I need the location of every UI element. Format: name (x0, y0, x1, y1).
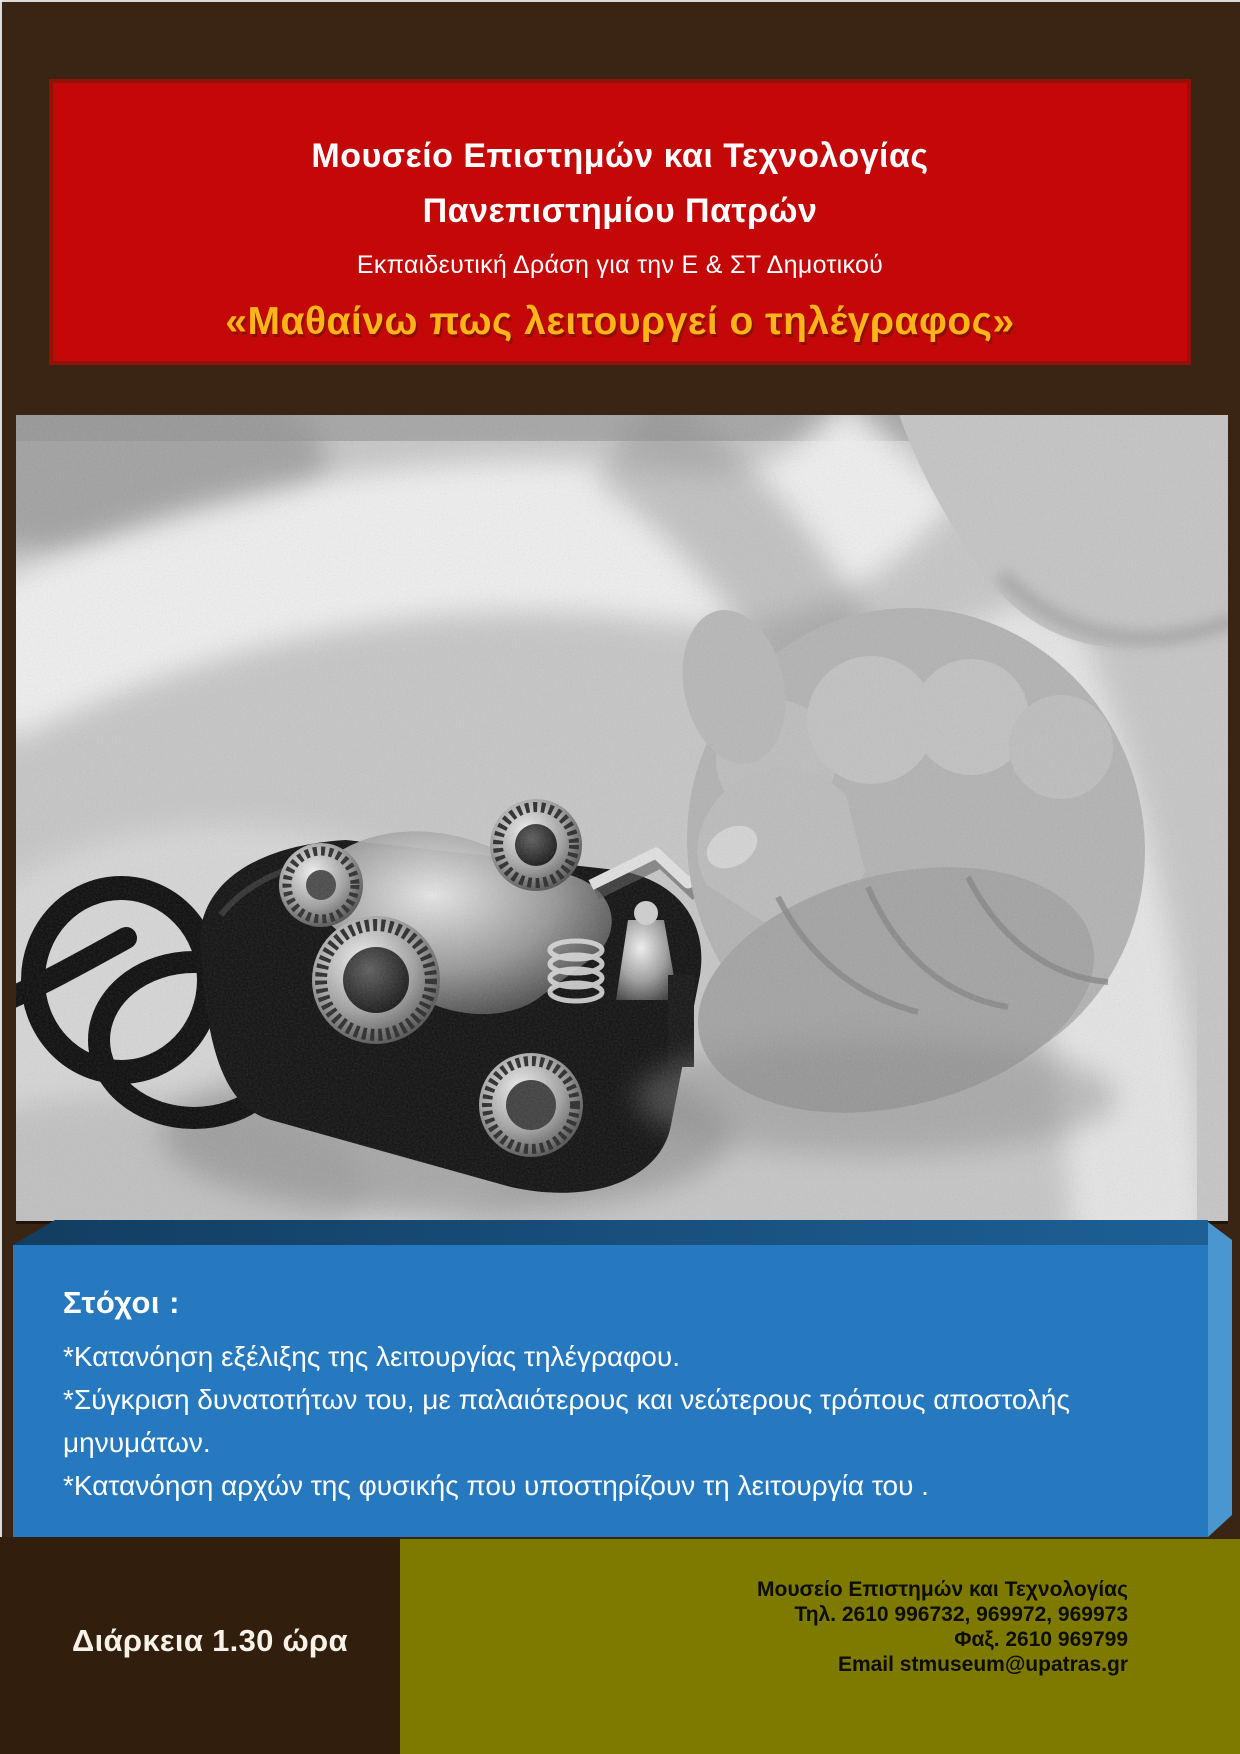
objectives-box-top-face (13, 1220, 1208, 1245)
duration-panel (0, 1537, 400, 1754)
activity-subtitle: Εκπαιδευτική Δράση για την Ε & ΣΤ Δημοτικού (356, 251, 884, 279)
duration-label: Διάρκεια 1.30 ώρα (72, 1623, 348, 1658)
telegraph-photo-art (16, 415, 1228, 1221)
museum-title-line1: Μουσείο Επιστημών και Τεχνολογίας (311, 137, 929, 175)
objectives-box-side-face (1208, 1222, 1232, 1537)
objective-item: *Κατανόηση αρχών της φυσικής που υποστηρίζουν τη λειτουργία του . (63, 1470, 929, 1501)
objectives-heading: Στόχοι : (63, 1285, 180, 1320)
objective-item: *Κατανόηση εξέλιξης της λειτουργίας τηλέγραφου. (63, 1341, 680, 1372)
carpet-grain-texture (16, 415, 1228, 1221)
museum-title-line2: Πανεπιστημίου Πατρών (422, 192, 818, 230)
telegraph-photo (16, 415, 1228, 1224)
objectives-list (63, 1335, 1153, 1507)
contact-name: Μουσείο Επιστημών και Τεχνολογίας (757, 1578, 1128, 1601)
contact-phone: Τηλ. 2610 996732, 969972, 969973 (794, 1603, 1128, 1626)
page-edge-left-line (0, 0, 2, 1544)
header-banner (49, 79, 1191, 365)
contact-box (400, 1539, 1240, 1754)
contact-email: Email stmuseum@upatras.gr (837, 1653, 1128, 1676)
activity-headline: «Μαθαίνω πως λειτουργεί ο τηλέγραφος» (225, 300, 1015, 343)
page-edge-top-line (0, 0, 1240, 2)
contact-fax: Φαξ. 2610 969799 (954, 1628, 1128, 1651)
objectives-box (13, 1245, 1208, 1537)
objective-item: *Σύγκριση δυνατοτήτων του, με παλαιότερους και νεώτερους τρόπους αποστολής μηνυμάτων. (63, 1384, 1070, 1458)
